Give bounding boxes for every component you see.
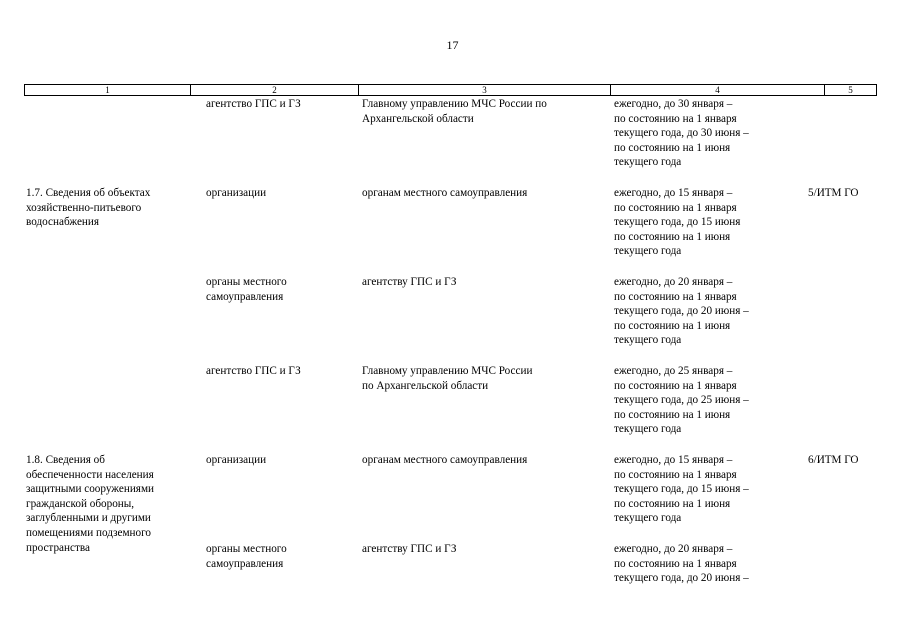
- row-recipient-cell: агентству ГПС и ГЗ: [362, 543, 457, 555]
- row-recipient-cell: органам местного самоуправления: [362, 454, 528, 466]
- row-section-cell: 1.8. Сведения об обеспеченности населения защитными сооружениями гражданской обороны, заглубленными и другими помещениями подземного пространства: [26, 454, 155, 554]
- row-section-cell: 1.7. Сведения об объектах хозяйственно-питьевого водоснабжения: [26, 187, 151, 229]
- column-header-3: 3: [359, 85, 611, 95]
- column-header-4: 4: [611, 85, 825, 95]
- row-sender-cell: органы местного самоуправления: [206, 543, 287, 570]
- column-header-1: 1: [25, 85, 191, 95]
- row-deadline-cell: ежегодно, до 20 января – по состоянию на 1 января текущего года, до 20 июня – по состоянию на 1 июня текущего года: [614, 276, 749, 347]
- table-header-row: [24, 84, 877, 96]
- row-recipient-cell: агентству ГПС и ГЗ: [362, 276, 457, 288]
- row-sender-cell: организации: [206, 454, 267, 466]
- row-recipient-cell: Главному управлению МЧС России по Архангельской области: [362, 365, 533, 392]
- row-sender-cell: организации: [206, 187, 267, 199]
- page-number: 17: [446, 38, 459, 52]
- row-form-cell: 6/ИТМ ГО: [808, 454, 859, 466]
- row-sender-cell: агентство ГПС и ГЗ: [206, 365, 301, 377]
- row-deadline-cell: ежегодно, до 15 января – по состоянию на 1 января текущего года, до 15 июня по состоянию на 1 июня текущего года: [614, 187, 741, 258]
- row-sender-cell: органы местного самоуправления: [206, 276, 287, 303]
- column-header-2: 2: [191, 85, 359, 95]
- row-form-cell: 5/ИТМ ГО: [808, 187, 859, 199]
- row-recipient-cell: органам местного самоуправления: [362, 187, 528, 199]
- row-deadline-cell: ежегодно, до 30 января – по состоянию на 1 января текущего года, до 30 июня – по состоянию на 1 июня текущего года: [614, 98, 749, 169]
- row-recipient-cell: Главному управлению МЧС России по Архангельской области: [362, 98, 547, 125]
- row-sender-cell: агентство ГПС и ГЗ: [206, 98, 301, 110]
- column-header-5: 5: [848, 85, 853, 95]
- row-deadline-cell: ежегодно, до 25 января – по состоянию на 1 января текущего года, до 25 июня – по состоянию на 1 июня текущего года: [614, 365, 749, 436]
- row-deadline-cell: ежегодно, до 15 января – по состоянию на 1 января текущего года, до 15 июня – по состоянию на 1 июня текущего года: [614, 454, 749, 525]
- row-deadline-cell: ежегодно, до 20 января – по состоянию на 1 января текущего года, до 20 июня –: [614, 543, 749, 585]
